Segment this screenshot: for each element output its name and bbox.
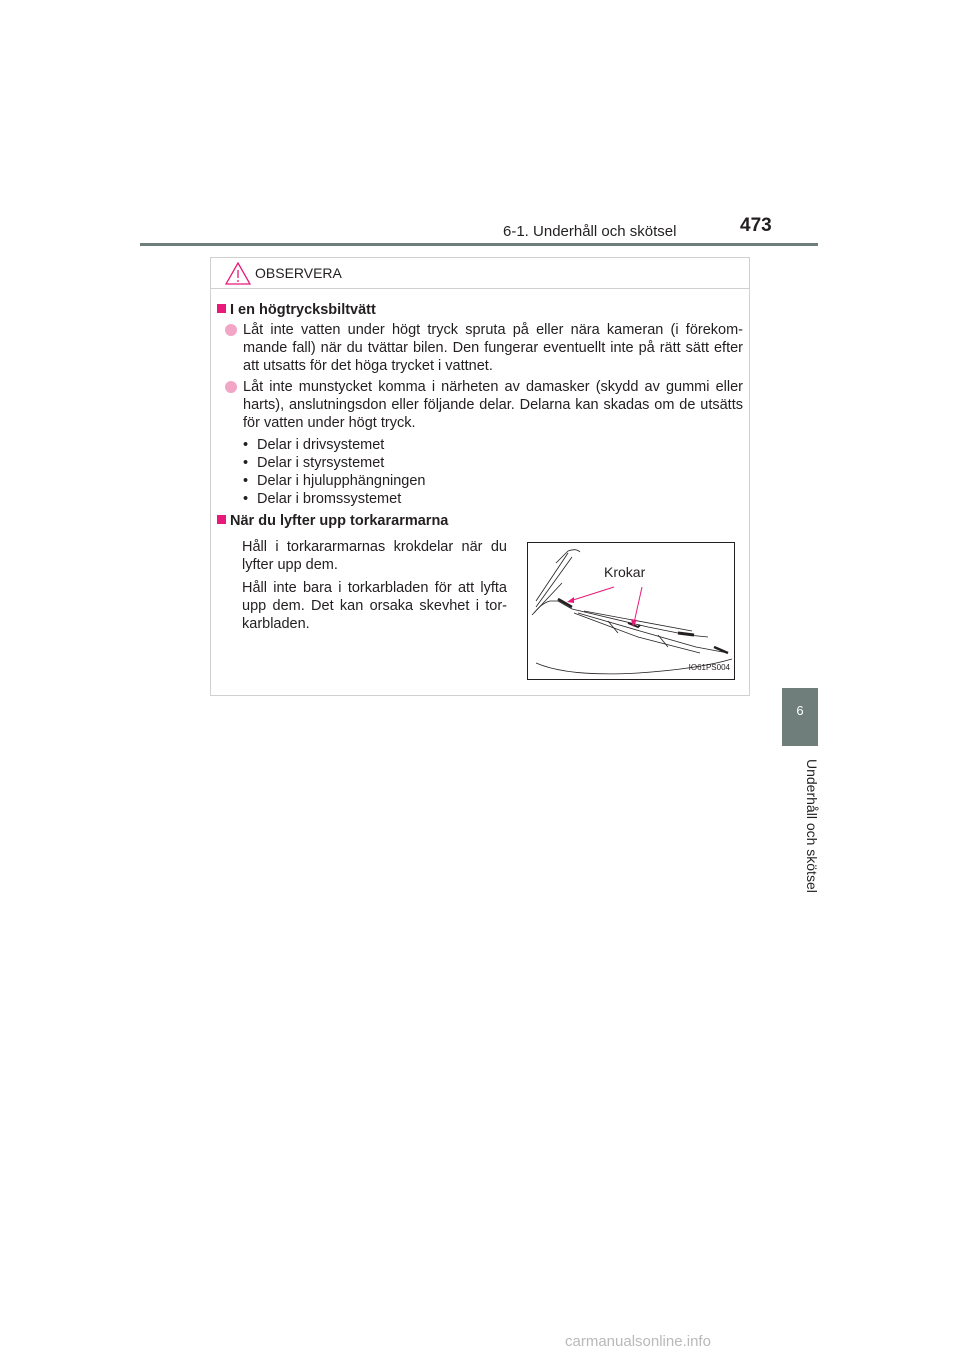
chapter-tab[interactable] bbox=[782, 688, 818, 746]
sub-list-item: • Delar i styrsystemet bbox=[243, 455, 385, 471]
sub-list-item: • Delar i hjulupphängningen bbox=[243, 473, 426, 489]
watermark: carmanualsonline.info bbox=[565, 1333, 711, 1350]
chapter-label: Underhåll och skötsel bbox=[804, 759, 820, 893]
sub-list-item: • Delar i bromssystemet bbox=[243, 491, 402, 507]
notice-header bbox=[211, 258, 749, 289]
section-heading: I en högtrycksbiltvätt bbox=[217, 301, 376, 319]
section-title: 6-1. Underhåll och skötsel bbox=[503, 223, 677, 240]
sub-list-item: • Delar i drivsystemet bbox=[243, 437, 385, 453]
wiper-illustration bbox=[527, 542, 735, 680]
figure-label: Krokar bbox=[604, 564, 646, 580]
bullet-dot-icon bbox=[225, 324, 237, 336]
bullet-dot-icon bbox=[225, 381, 237, 393]
square-bullet-icon bbox=[217, 304, 226, 313]
list-item bbox=[225, 321, 743, 375]
notice-title: OBSERVERA bbox=[255, 265, 342, 281]
paragraph: Håll i torkararmarnas krokdelar när du lyfter upp dem. bbox=[242, 539, 507, 573]
notice-box bbox=[210, 257, 750, 696]
list-item bbox=[225, 378, 743, 432]
figure-code: IO61PS004 bbox=[688, 663, 730, 672]
section-heading: När du lyfter upp torkararmarna bbox=[217, 512, 448, 530]
warning-triangle-icon bbox=[225, 262, 251, 285]
page-number: 473 bbox=[740, 215, 772, 236]
bullet-text: Låt inte munstycket komma i närheten av damasker (skydd av gummi eller harts), anslutningsdon eller följande delar. Delarna kan skadas om de utsätts för vatten under högt tryck. bbox=[243, 379, 743, 431]
paragraph: Håll inte bara i torkarbladen för att lyfta upp dem. Det kan orsaka skevhet i tor-karbladen. bbox=[242, 580, 507, 632]
sub-list bbox=[243, 436, 426, 508]
square-bullet-icon bbox=[217, 515, 226, 524]
chapter-number: 6 bbox=[796, 703, 804, 718]
bullet-text: Låt inte vatten under högt tryck spruta på eller nära kameran (i förekom-mande fall) när du tvättar bilen. Den fungerar eventuellt inte på rätt sätt efter att utsatts för det höga trycket i vattnet. bbox=[243, 322, 743, 374]
header-divider bbox=[140, 243, 818, 246]
